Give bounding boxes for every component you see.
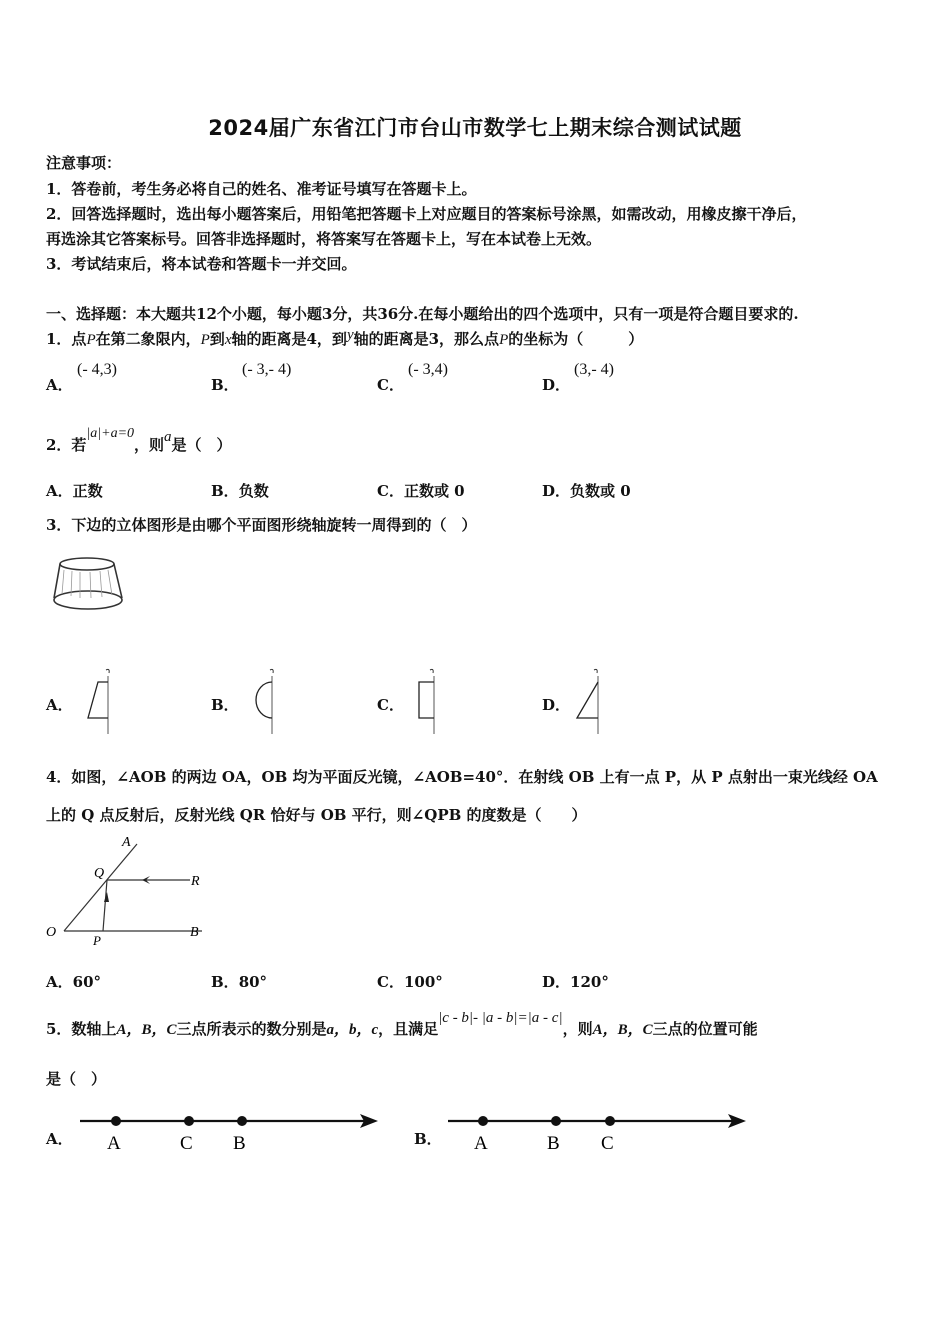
q2-option-d[interactable]: D．负数或 0 [542,482,631,500]
label-q: Q [94,866,105,881]
mirror-figure [42,832,214,952]
q3-option-c-label[interactable]: C． [377,696,404,714]
q5-option-a-label[interactable]: A． [46,1130,73,1148]
q3-option-b-label[interactable]: B． [211,696,239,714]
q2-option-a[interactable]: A．正数 [46,482,103,500]
page-title: 2024届广东省江门市台山市数学七上期末综合测试试题 [208,116,742,140]
question-1-stem: 1．点P在第二象限内，P到x轴的距离是4，到y轴的距离是3，那么点P的坐标为（ ） [46,327,644,348]
q4-option-c[interactable]: C．100° [377,973,443,991]
point-label: C [601,1133,614,1154]
q1-option-a-value: (- 4,3) [77,361,117,378]
notice-heading: 注意事项： [46,154,122,172]
q2-option-b[interactable]: B．负数 [211,482,269,500]
notice-item-2-line-2: 再选涂其它答案标号。回答非选择题时，将答案写在答题卡上，写在本试卷上无效。 [46,230,602,248]
q5-option-b-number-line [444,1108,750,1154]
q3-option-d-label[interactable]: D． [542,696,571,714]
question-2-stem: 2．若|a|+a=0，则a是（ ） [46,426,232,454]
notice-item-1: 1．答卷前，考生务必将自己的姓名、准考证号填写在答题卡上。 [46,180,477,198]
q5-option-b-label[interactable]: B． [414,1130,442,1148]
point-label: B [233,1133,246,1154]
q1-option-b-label[interactable]: B． [211,376,239,394]
label-r: R [191,874,200,889]
section-heading: 一、选择题：本大题共12个小题，每小题3分，共36分.在每小题给出的四个选项中，只有一项是符合题目要求的. [46,305,799,323]
q5-option-a-number-line [76,1108,382,1154]
label-p: P [93,933,101,948]
label-o: O [46,925,57,940]
q2-option-c[interactable]: C．正数或 0 [377,482,465,500]
q1-option-c-label[interactable]: C． [377,376,404,394]
q1-option-b-value: (- 3,- 4) [242,361,292,378]
q1-option-a-label[interactable]: A． [46,376,73,394]
q3-option-b-figure [246,664,292,736]
point-label: A [474,1133,488,1154]
question-4-line-2: 上的 Q 点反射后，反射光线 QR 恰好与 OB 平行，则∠QPB 的度数是（ ） [46,806,587,824]
label-a: A [122,835,131,850]
q4-option-a[interactable]: A．60° [46,973,102,991]
question-4-line-1: 4．如图，∠AOB 的两边 OA，OB 均为平面反光镜，∠AOB=40°．在射线 OB 上有一点 P，从 P 点射出一束光线经 OA [46,768,878,786]
question-5-line-2: 是（ ） [46,1070,107,1088]
point-label: A [107,1133,121,1154]
q3-option-d-figure [572,664,618,736]
q4-option-b[interactable]: B．80° [211,973,268,991]
question-5-line-1: 5．数轴上A，B，C三点所表示的数分别是a，b，c，且满足|c - b|- |a - b|=|a - c|，则A，B，C三点的位置可能 [46,1010,758,1038]
question-3-stem: 3．下边的立体图形是由哪个平面图形绕轴旋转一周得到的（ ） [46,516,477,534]
q3-option-a-label[interactable]: A． [46,696,73,714]
q3-option-c-figure [412,664,458,736]
q1-option-d-label[interactable]: D． [542,376,571,394]
q1-option-c-value: (- 3,4) [408,361,448,378]
q3-option-a-figure [80,664,126,736]
label-b: B [190,925,199,940]
point-label: B [547,1133,560,1154]
notice-item-3: 3．考试结束后，将本试卷和答题卡一并交回。 [46,255,357,273]
q4-option-d[interactable]: D．120° [542,973,609,991]
q1-option-d-value: (3,- 4) [574,361,614,378]
notice-item-2-line-1: 2．回答选择题时，选出每小题答案后，用铅笔把答题卡上对应题目的答案标号涂黑，如需改动，用橡皮擦干净后， [46,205,807,223]
frustum-figure [50,552,130,618]
point-label: C [180,1133,193,1154]
